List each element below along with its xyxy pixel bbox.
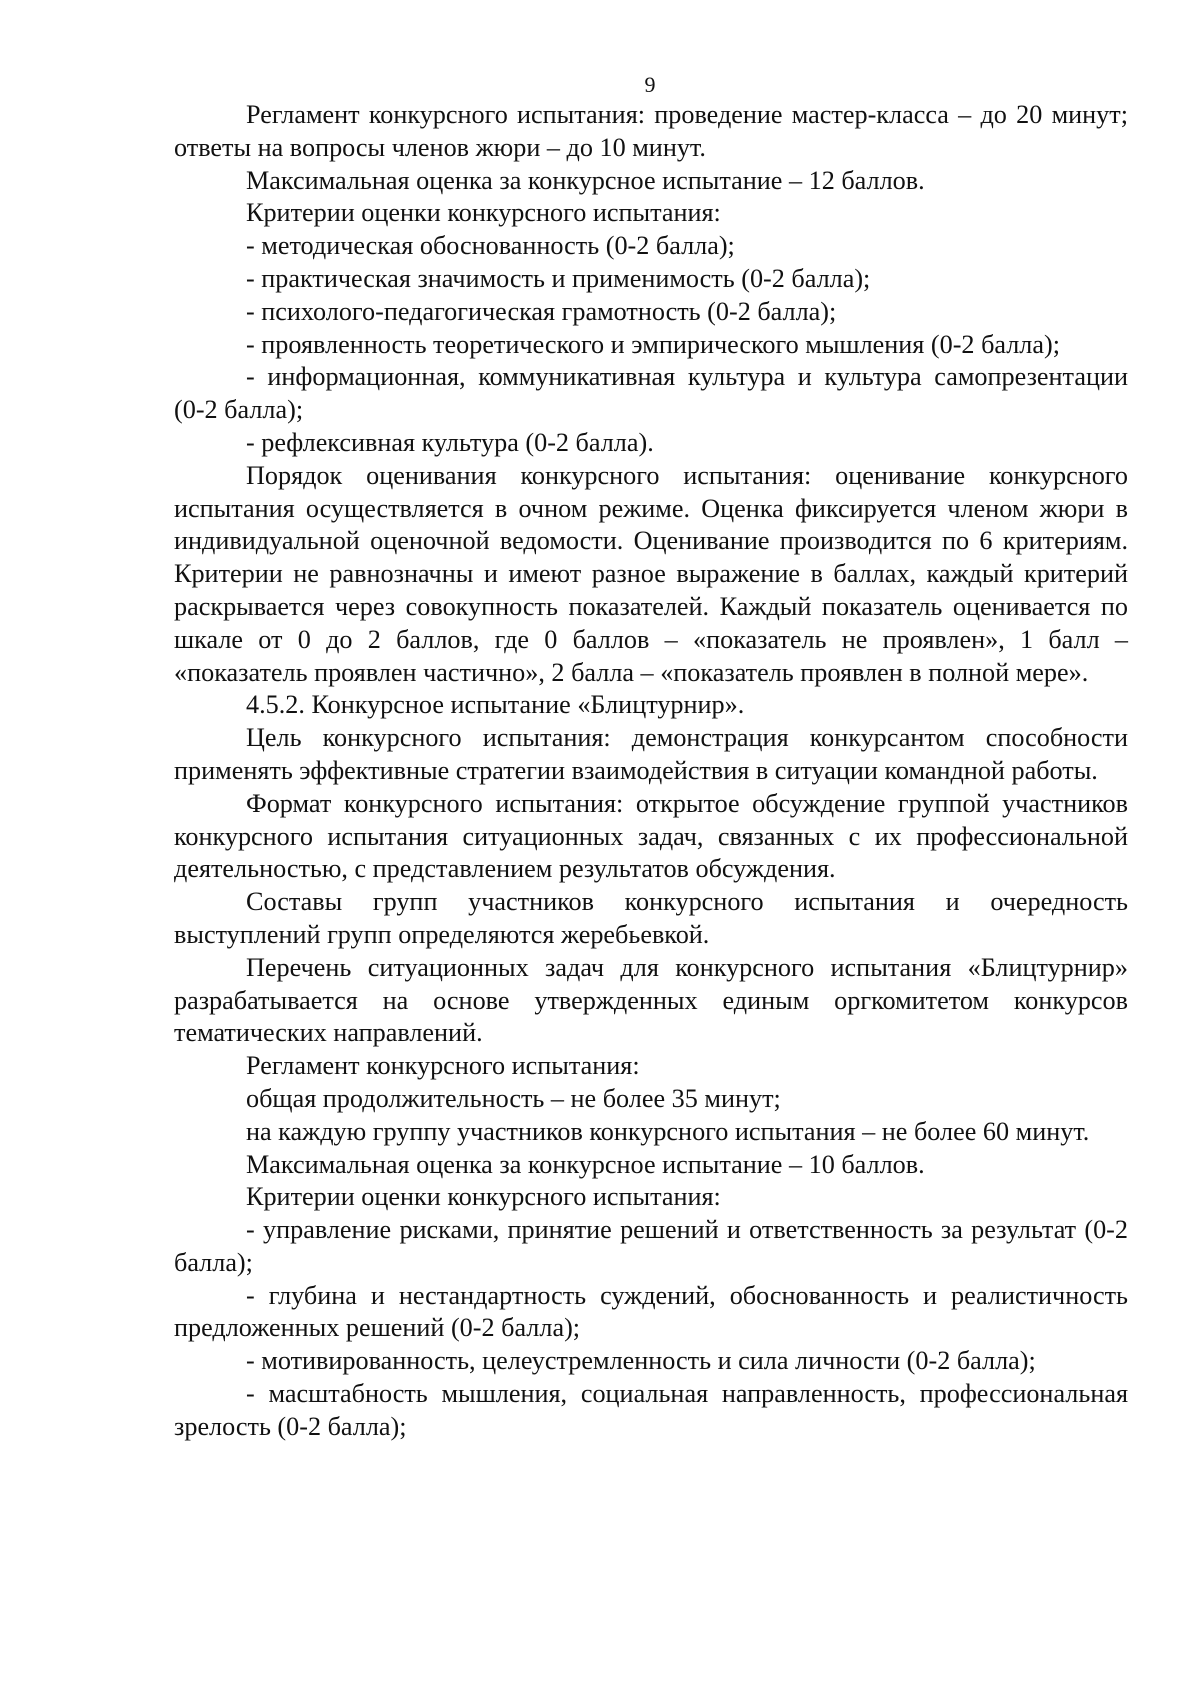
paragraph-criteria-heading: Критерии оценки конкурсного испытания: xyxy=(246,198,721,228)
paragraph-groups: Составы групп участников конкурсного испытания и очередность выступлений групп определяются жеребьевкой. xyxy=(174,887,1128,949)
paragraph-regulation-master-class: Регламент конкурсного испытания: проведение мастер-класса – до 20 минут; ответы на вопросы членов жюри – до 10 минут. xyxy=(174,100,1128,162)
criterion-item: - проявленность теоретического и эмпирического мышления (0-2 балла); xyxy=(246,329,1060,359)
document-body xyxy=(174,99,1128,1444)
criterion-item: - глубина и нестандартность суждений, обоснованность и реалистичность предложенных решений (0-2 балла); xyxy=(174,1280,1128,1343)
criterion-item: - управление рисками, принятие решений и ответственность за результат (0-2 балла); xyxy=(174,1215,1128,1277)
section-heading-blitz-tournament: 4.5.2. Конкурсное испытание «Блицтурнир». xyxy=(246,690,745,720)
paragraph-max-score-10: Максимальная оценка за конкурсное испытание – 10 баллов. xyxy=(246,1149,925,1179)
paragraph-group-duration: на каждую группу участников конкурсного испытания – не более 60 минут. xyxy=(246,1116,1090,1146)
paragraph-format: Формат конкурсного испытания: открытое обсуждение группой участников конкурсного испытания ситуационных задач, связанных с их профессиональной деятельностью, с представлением результатов обсуждения. xyxy=(174,788,1128,884)
paragraph-criteria-heading: Критерии оценки конкурсного испытания: xyxy=(246,1182,721,1212)
criterion-item: - рефлексивная культура (0-2 балла). xyxy=(246,427,654,457)
paragraph-total-duration: общая продолжительность – не более 35 минут; xyxy=(246,1083,781,1113)
criterion-item: - психолого-педагогическая грамотность (0-2 балла); xyxy=(246,296,837,326)
criterion-item: - мотивированность, целеустремленность и сила личности (0-2 балла); xyxy=(246,1346,1036,1376)
paragraph-evaluation-procedure: Порядок оценивания конкурсного испытания: оценивание конкурсного испытания осуществляется в очном режиме. Оценка фиксируется членом жюри в индивидуальной оценочной ведомости. Оценивание производится по 6 критериям. Критерии не равнозначны и имеют разное выражение в баллах, каждый критерий раскрывается через совокупность показателей. Каждый показатель оценивается по шкале от 0 до 2 баллов, где 0 баллов – «показатель не проявлен», 1 балл – «показатель проявлен частично», 2 балла – «показатель проявлен в полной мере». xyxy=(174,460,1128,687)
paragraph-task-list: Перечень ситуационных задач для конкурсного испытания «Блицтурнир» разрабатывается на основе утвержденных единым оргкомитетом конкурсов тематических направлений. xyxy=(174,952,1128,1048)
criterion-item: - информационная, коммуникативная культура и культура самопрезентации (0-2 балла); xyxy=(174,362,1128,425)
paragraph-goal: Цель конкурсного испытания: демонстрация конкурсантом способности применять эффективные стратегии взаимодействия в ситуации командной работы. xyxy=(174,723,1128,785)
page-number: 9 xyxy=(644,72,656,97)
paragraph-regulation-heading: Регламент конкурсного испытания: xyxy=(246,1051,640,1081)
criterion-item: - практическая значимость и применимость (0-2 балла); xyxy=(246,263,871,293)
paragraph-max-score-12: Максимальная оценка за конкурсное испытание – 12 баллов. xyxy=(246,165,925,195)
criterion-item: - методическая обоснованность (0-2 балла); xyxy=(246,231,735,261)
criterion-item: - масштабность мышления, социальная направленность, профессиональная зрелость (0-2 балла); xyxy=(174,1379,1128,1441)
